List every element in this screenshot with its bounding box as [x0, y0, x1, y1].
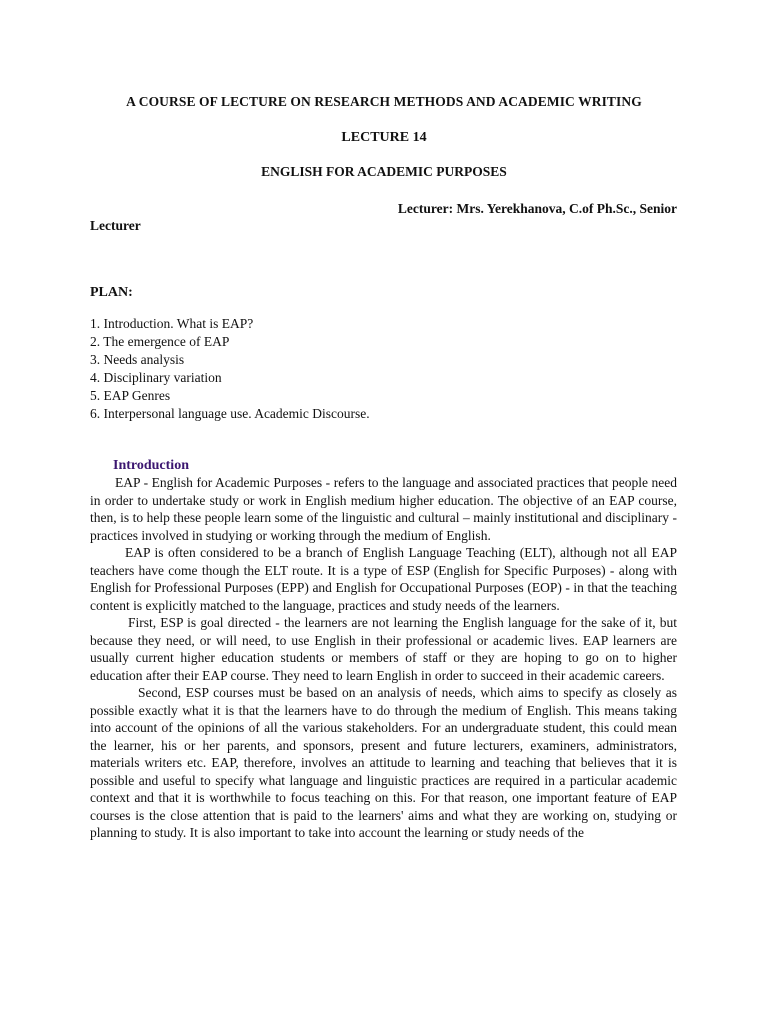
lecture-number: LECTURE 14 [341, 130, 427, 145]
course-title: A COURSE OF LECTURE ON RESEARCH METHODS AND ACADEMIC WRITING [126, 94, 642, 109]
plan-item: 5. EAP Genres [90, 388, 171, 403]
lecture-title: ENGLISH FOR ACADEMIC PURPOSES [261, 164, 507, 179]
introduction-heading: Introduction [113, 458, 189, 473]
plan-item: 6. Interpersonal language use. Academic Discourse. [90, 406, 370, 421]
lecturer-line-1: Lecturer: Mrs. Yerekhanova, C.of Ph.Sc., Senior [397, 201, 677, 216]
plan-item: 4. Disciplinary variation [90, 370, 222, 385]
paragraph: EAP is often considered to be a branch of English Language Teaching (ELT), although not all EAP teachers have come though the ELT route. It is a type of ESP (English for Specific Purposes) - along with English for Professional Purposes (EPP) and English for Occupational Purposes (EOP) - in that the teaching content is explicitly matched to the language, practices and study needs of the learners. [90, 545, 677, 613]
introduction-body [90, 474, 677, 842]
lecturer-line-2: Lecturer [90, 218, 141, 233]
plan-item: 1. Introduction. What is EAP? [90, 316, 254, 331]
plan-list [90, 315, 370, 423]
plan-item: 2. The emergence of EAP [90, 334, 230, 349]
paragraph: EAP - English for Academic Purposes - refers to the language and associated practices that people need in order to undertake study or work in English medium higher education. The objective of an EAP course, then, is to help these people learn some of the linguistic and cultural – mainly institutional and disciplinary - practices involved in studying or working through the medium of English. [90, 475, 677, 543]
paragraph: First, ESP is goal directed - the learners are not learning the English language for the sake of it, but because they need, or will need, to use English in their professional or academic lives. EAP learners are usually current higher education students or members of staff or they are hoping to go on to higher education after their EAP course. They need to learn English in order to succeed in their academic careers. [90, 615, 677, 683]
plan-item: 3. Needs analysis [90, 352, 185, 367]
paragraph: Second, ESP courses must be based on an analysis of needs, which aims to specify as closely as possible exactly what it is that the learners have to do through the medium of English. This means taking into account of the opinions of all the various stakeholders. For an undergraduate student, this could mean the learner, his or her parents, and sponsors, present and future lecturers, examiners, administrators, materials writers etc. EAP, therefore, involves an attitude to learning and teaching that believes that it is possible and useful to specify what language and linguistic practices are required in a particular academic context and that it is worthwhile to focus teaching on this. For that reason, one important feature of EAP courses is the close attention that is paid to the learners' aims and what they are working on, studying or planning to study. It is also important to take into account the learning or study needs of the [90, 685, 677, 840]
plan-heading: PLAN: [90, 285, 133, 300]
